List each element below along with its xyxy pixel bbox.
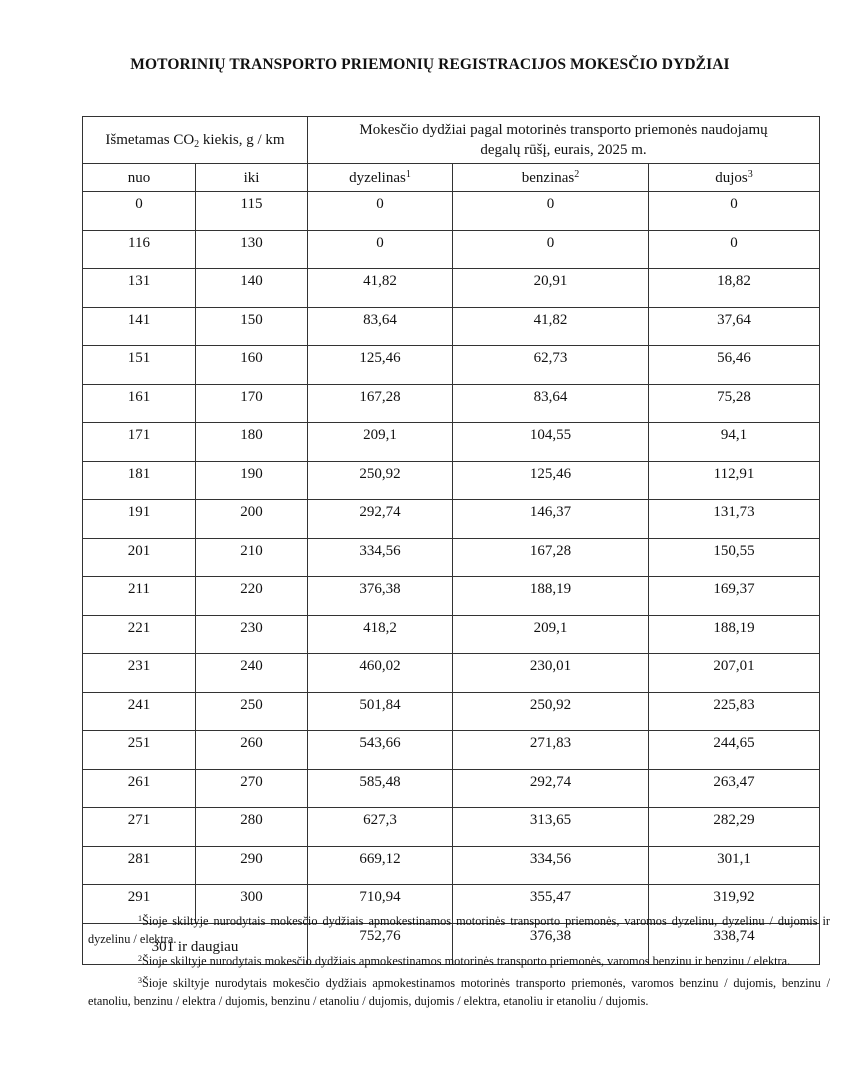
fee-petrol-cell: 313,65: [453, 808, 649, 847]
fee-diesel-cell: 0: [308, 192, 453, 231]
fee-petrol-cell: 188,19: [453, 577, 649, 616]
fee-petrol-cell: 41,82: [453, 307, 649, 346]
footnote-2: [88, 952, 830, 970]
col-diesel-header: [308, 164, 453, 192]
fee-diesel-cell: 585,48: [308, 769, 453, 808]
co2-to-cell: 190: [196, 461, 308, 500]
col-gas-header: [649, 164, 820, 192]
fee-petrol-cell: 292,74: [453, 769, 649, 808]
table-row: [83, 384, 820, 423]
fee-petrol-cell: 250,92: [453, 692, 649, 731]
co2-to-cell: 290: [196, 846, 308, 885]
co2-from-cell: 261: [83, 769, 196, 808]
co2-header: [83, 117, 308, 164]
fee-diesel-cell: 418,2: [308, 615, 453, 654]
table-row: [83, 769, 820, 808]
fees-header: Mokesčio dydžiai pagal motorinės transporto priemonės naudojamų degalų rūšį, eurais, 2025 m.: [308, 117, 820, 164]
fee-diesel-cell: 627,3: [308, 808, 453, 847]
fee-gas-cell: 169,37: [649, 577, 820, 616]
fee-diesel-cell: 376,38: [308, 577, 453, 616]
footnote-mark: 2: [138, 954, 142, 963]
gas-label: dujos: [715, 169, 748, 186]
fee-gas-cell: 75,28: [649, 384, 820, 423]
co2-from-cell: 171: [83, 423, 196, 462]
table-row: [83, 808, 820, 847]
table-row: [83, 269, 820, 308]
fee-petrol-cell: 209,1: [453, 615, 649, 654]
footnote-text: Šioje skiltyje nurodytais mokesčio dydžiais apmokestinamos motorinės transporto priemonės, varomos dyzelinu, dyzelinu / dujomis ir dyzelinu / elektra.: [88, 914, 830, 946]
co2-from-cell: 201: [83, 538, 196, 577]
header-row-1: [83, 117, 820, 164]
table-row: [83, 538, 820, 577]
fee-gas-cell: 188,19: [649, 615, 820, 654]
fee-petrol-cell: 334,56: [453, 846, 649, 885]
fee-petrol-cell: 355,47: [453, 885, 649, 924]
table-row: [83, 192, 820, 231]
fee-gas-cell: 225,83: [649, 692, 820, 731]
co2-to-cell: 250: [196, 692, 308, 731]
co2-from-cell: 131: [83, 269, 196, 308]
co2-to-cell: 160: [196, 346, 308, 385]
fee-petrol-cell: 0: [453, 230, 649, 269]
fee-petrol-cell: 230,01: [453, 654, 649, 693]
table-row: [83, 615, 820, 654]
fee-petrol-cell: 146,37: [453, 500, 649, 539]
fee-petrol-cell: 167,28: [453, 538, 649, 577]
table-row: [83, 692, 820, 731]
fee-gas-cell: 94,1: [649, 423, 820, 462]
petrol-label: benzinas: [521, 169, 575, 186]
fee-petrol-cell: 0: [453, 192, 649, 231]
fee-gas-cell: 131,73: [649, 500, 820, 539]
co2-from-cell: 211: [83, 577, 196, 616]
co2-to-cell: 300: [196, 885, 308, 924]
table-row: [83, 461, 820, 500]
co2-to-cell: 210: [196, 538, 308, 577]
fee-gas-cell: 150,55: [649, 538, 820, 577]
co2-to-cell: 115: [196, 192, 308, 231]
fee-diesel-cell: 501,84: [308, 692, 453, 731]
co2-to-cell: 180: [196, 423, 308, 462]
fee-diesel-cell: 250,92: [308, 461, 453, 500]
header-row-2: [83, 164, 820, 192]
co2-from-cell: 141: [83, 307, 196, 346]
fee-gas-cell: 0: [649, 192, 820, 231]
co2-header-unit: kiekis, g / km: [199, 132, 285, 148]
co2-from-cell: 241: [83, 692, 196, 731]
table-row: [83, 654, 820, 693]
co2-from-cell: 231: [83, 654, 196, 693]
co2-from-cell: 116: [83, 230, 196, 269]
footnote-mark: 3: [138, 976, 142, 985]
fee-petrol-cell: 376,38: [453, 923, 649, 964]
co2-from-cell: 221: [83, 615, 196, 654]
footnote-ref-2: 2: [574, 168, 580, 180]
table-row: [83, 500, 820, 539]
fee-gas-cell: 282,29: [649, 808, 820, 847]
co2-from-cell: 281: [83, 846, 196, 885]
fee-gas-cell: 338,74: [649, 923, 820, 964]
co2-to-cell: 230: [196, 615, 308, 654]
table-row: [83, 577, 820, 616]
co2-subscript: 2: [194, 139, 200, 150]
co2-from-cell: 291: [83, 885, 196, 924]
fee-gas-cell: 56,46: [649, 346, 820, 385]
fee-petrol-cell: 125,46: [453, 461, 649, 500]
fee-diesel-cell: 41,82: [308, 269, 453, 308]
co2-to-cell: 200: [196, 500, 308, 539]
fee-diesel-cell: 752,76: [308, 923, 453, 964]
fee-gas-cell: 0: [649, 230, 820, 269]
footnotes: [88, 912, 830, 1014]
fee-gas-cell: 244,65: [649, 731, 820, 770]
co2-from-cell: 271: [83, 808, 196, 847]
table-row: [83, 346, 820, 385]
fee-gas-cell: 112,91: [649, 461, 820, 500]
co2-to-cell: 220: [196, 577, 308, 616]
fee-diesel-cell: 209,1: [308, 423, 453, 462]
co2-from-cell: 181: [83, 461, 196, 500]
fee-diesel-cell: 0: [308, 230, 453, 269]
co2-to-cell: 240: [196, 654, 308, 693]
co2-to-cell: 270: [196, 769, 308, 808]
fee-gas-cell: 18,82: [649, 269, 820, 308]
fee-diesel-cell: 167,28: [308, 384, 453, 423]
fee-gas-cell: 37,64: [649, 307, 820, 346]
fee-diesel-cell: 292,74: [308, 500, 453, 539]
table-row: [83, 846, 820, 885]
co2-to-cell: 170: [196, 384, 308, 423]
fee-petrol-cell: 271,83: [453, 731, 649, 770]
fee-gas-cell: 263,47: [649, 769, 820, 808]
footnote-mark: 1: [138, 914, 142, 923]
fee-gas-cell: 207,01: [649, 654, 820, 693]
col-petrol-header: [453, 164, 649, 192]
fee-diesel-cell: 669,12: [308, 846, 453, 885]
diesel-label: dyzelinas: [349, 169, 406, 186]
fee-petrol-cell: 20,91: [453, 269, 649, 308]
fee-diesel-cell: 460,02: [308, 654, 453, 693]
co2-header-text: Išmetamas CO: [105, 132, 195, 148]
co2-to-cell: 130: [196, 230, 308, 269]
fee-diesel-cell: 83,64: [308, 307, 453, 346]
fee-petrol-cell: 104,55: [453, 423, 649, 462]
footnote-ref-3: 3: [747, 168, 753, 180]
fee-gas-cell: 301,1: [649, 846, 820, 885]
fee-diesel-cell: 543,66: [308, 731, 453, 770]
table-row: [83, 423, 820, 462]
footnote-1: [88, 912, 830, 948]
document-title: MOTORINIŲ TRANSPORTO PRIEMONIŲ REGISTRACIJOS MOKESČIO DYDŽIAI: [130, 56, 730, 73]
fee-petrol-cell: 83,64: [453, 384, 649, 423]
co2-to-cell: 280: [196, 808, 308, 847]
co2-from-cell: 191: [83, 500, 196, 539]
fee-diesel-cell: 334,56: [308, 538, 453, 577]
footnote-text: Šioje skiltyje nurodytais mokesčio dydžiais apmokestinamos motorinės transporto priemonės, varomos benzinu ir benzinu / elektra.: [142, 954, 791, 968]
fee-diesel-cell: 710,94: [308, 885, 453, 924]
co2-to-cell: 150: [196, 307, 308, 346]
fee-petrol-cell: 62,73: [453, 346, 649, 385]
table-row: [83, 731, 820, 770]
co2-from-cell: 251: [83, 731, 196, 770]
table-row: [83, 307, 820, 346]
fee-diesel-cell: 125,46: [308, 346, 453, 385]
col-from-header: nuo: [83, 164, 196, 192]
co2-to-cell: 260: [196, 731, 308, 770]
footnote-ref-1: 1: [405, 168, 411, 180]
footnote-3: [88, 974, 830, 1010]
range-cell: 301 ir daugiau: [83, 923, 308, 964]
fee-gas-cell: 319,92: [649, 885, 820, 924]
co2-to-cell: 140: [196, 269, 308, 308]
footnote-text: Šioje skiltyje nurodytais mokesčio dydžiais apmokestinamos motorinės transporto priemonės, varomos benzinu / dujomis, benzinu / etanoliu, benzinu / elektra / dujomis, benzinu / etanoliu / dujomis, dujomis / elektra, etanoliu ir etanoliu / dujomis.: [88, 976, 830, 1008]
co2-from-cell: 0: [83, 192, 196, 231]
co2-from-cell: 151: [83, 346, 196, 385]
table-row: [83, 230, 820, 269]
col-to-header: iki: [196, 164, 308, 192]
registration-fee-table: [82, 116, 820, 965]
co2-from-cell: 161: [83, 384, 196, 423]
